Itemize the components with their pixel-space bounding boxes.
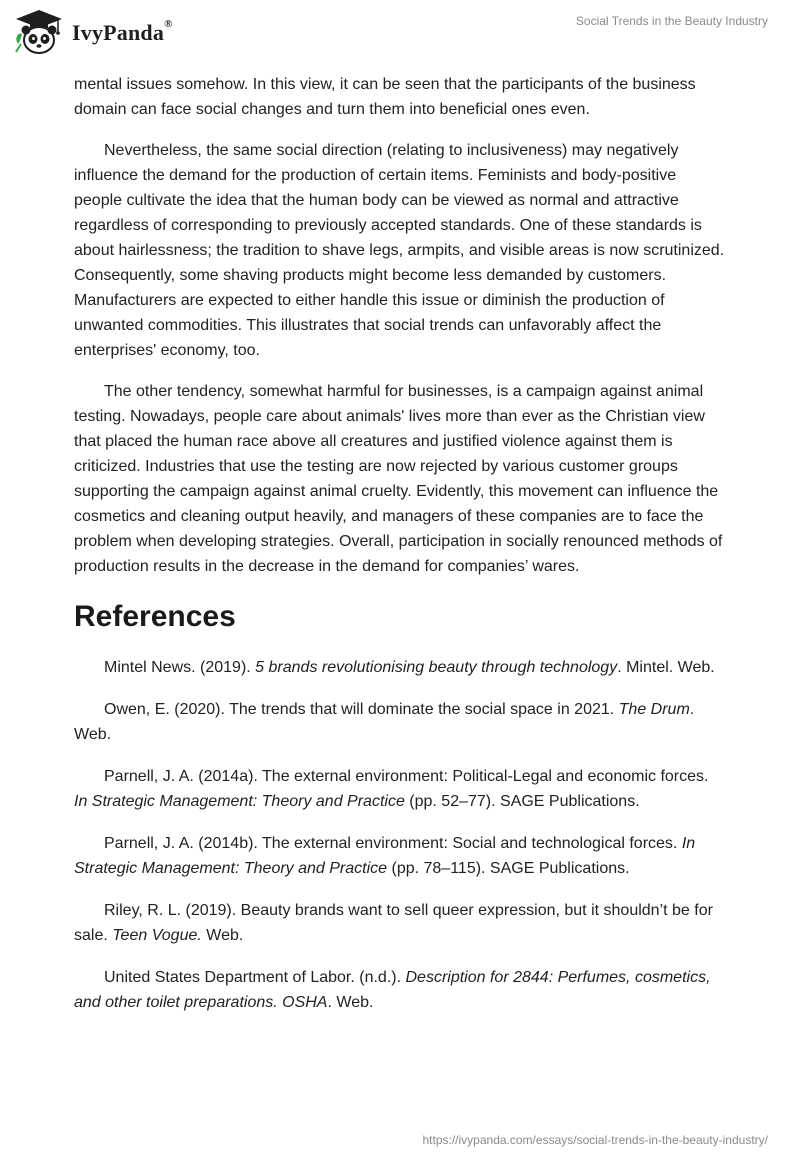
body-paragraph: The other tendency, somewhat harmful for businesses, is a campaign against animal testing. Nowadays, people care about animals' lives more than ever as the Christian view that placed the human race above all creatures and justified violence against them is criticized. Industries that use the testing are now rejected by various customer groups supporting the campaign against animal cruelty. Evidently, this movement can influence the cosmetics and cleaning output heavily, and managers of these companies are to face the problem when developing strategies. Overall, participation in socially renounced methods of production results in the decrease in the demand for companies’ wares. bbox=[74, 383, 723, 575]
source-url[interactable]: https://ivypanda.com/essays/social-trends-in-the-beauty-industry/ bbox=[422, 1133, 768, 1147]
reference-source: The Drum bbox=[618, 701, 690, 718]
reference-source: In Strategic Management: Theory and Practice bbox=[74, 835, 696, 877]
reference-source: Description for 2844: Perfumes, cosmetics, and other toilet preparations. OSHA bbox=[74, 969, 711, 1011]
reference-source: Teen Vogue. bbox=[112, 927, 202, 944]
reference-item: Parnell, J. A. (2014b). The external environment: Social and technological forces. In Strategic Management: Theory and Practice (pp. 78–115). SAGE Publications. bbox=[74, 835, 696, 877]
references-heading: References bbox=[74, 600, 236, 633]
reference-source: 5 brands revolutionising beauty through technology bbox=[255, 659, 618, 676]
body-paragraph: Nevertheless, the same social direction (relating to inclusiveness) may negatively influence the demand for the production of certain items. Feminists and body-positive people cultivate the idea that the human body can be viewed as normal and attractive regardless of corresponding to previously accepted standards. One of these standards is about hairlessness; the tradition to shave legs, armpits, and visible areas is now scrutinized. Consequently, some shaving products might become less demanded by customers. Manufacturers are expected to either handle this issue or diminish the production of unwanted commodities. This illustrates that social trends can unfavorably affect the enterprises' economy, too. bbox=[74, 142, 725, 359]
page-header bbox=[0, 0, 800, 64]
reference-item: Mintel News. (2019). 5 brands revolutionising beauty through technology. Mintel. Web. bbox=[104, 659, 715, 676]
brand-name: IvyPanda® bbox=[72, 18, 173, 45]
reference-item: Parnell, J. A. (2014a). The external environment: Political-Legal and economic forces. In Strategic Management: Theory and Practice (pp. 52–77). SAGE Publications. bbox=[74, 768, 709, 810]
reference-item: United States Department of Labor. (n.d.). Description for 2844: Perfumes, cosmetics, and other toilet preparations. OSHA. Web. bbox=[74, 969, 711, 1011]
reference-item: Riley, R. L. (2019). Beauty brands want to sell queer expression, but it shouldn’t be for sale. Teen Vogue. Web. bbox=[74, 902, 713, 944]
document-title: Social Trends in the Beauty Industry bbox=[575, 14, 768, 28]
body-paragraph: mental issues somehow. In this view, it can be seen that the participants of the business domain can face social changes and turn them into beneficial ones even. bbox=[74, 76, 696, 118]
reference-item: Owen, E. (2020). The trends that will dominate the social space in 2021. The Drum. Web. bbox=[74, 701, 695, 743]
registered-mark: ® bbox=[164, 18, 173, 30]
brand-logo[interactable] bbox=[12, 8, 173, 58]
panda-graduate-logo-icon bbox=[12, 8, 66, 58]
reference-source: In Strategic Management: Theory and Practice bbox=[74, 793, 405, 810]
document-body bbox=[74, 72, 726, 1032]
